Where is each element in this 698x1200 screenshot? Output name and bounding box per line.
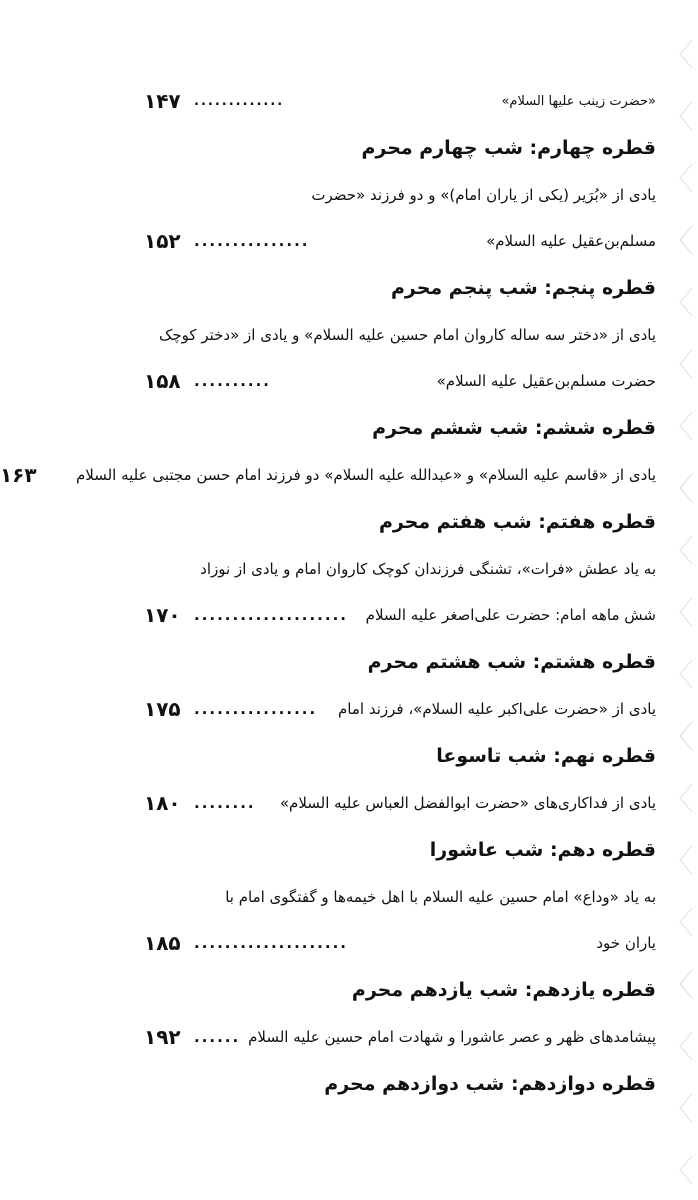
section-heading: قطره چهارم: شب چهارم محرم — [361, 137, 656, 159]
dot-leader: ........ — [194, 794, 256, 812]
page-number: ۱۵۸ — [144, 369, 181, 393]
toc-entry — [144, 78, 656, 124]
toc-entry — [144, 592, 656, 638]
edge-chevron-mark — [680, 536, 692, 564]
edge-chevron-mark — [680, 412, 692, 440]
section-heading: قطره دوازدهم: شب دوازدهم محرم — [324, 1073, 656, 1095]
section-heading: قطره یازدهم: شب یازدهم محرم — [351, 979, 656, 1001]
page-number: ۱۸۰ — [144, 791, 181, 815]
toc-entry — [0, 452, 656, 498]
toc-entry-title: حضرت مسلم‌بن‌عقیل علیه السلام» — [436, 372, 656, 390]
dot-leader: ............. — [194, 93, 285, 109]
page-number: ۱۷۰ — [144, 603, 181, 627]
table-of-contents — [0, 78, 656, 1180]
section-heading: قطره نهم: شب تاسوعا — [436, 745, 656, 767]
edge-chevron-mark — [680, 350, 692, 378]
dot-leader: .................... — [194, 934, 348, 952]
edge-chevron-mark — [680, 970, 692, 998]
page-number: ۱۸۵ — [144, 931, 181, 955]
toc-text-line: یادی از «دختر سه ساله کاروان امام حسین علیه السلام» و یادی از «دختر کوچک — [158, 326, 656, 344]
edge-chevron-mark — [680, 846, 692, 874]
edge-chevron-mark — [680, 164, 692, 192]
dot-leader: ...... — [194, 1028, 241, 1046]
edge-chevron-mark — [680, 660, 692, 688]
edge-chevron-mark — [680, 1032, 692, 1060]
edge-chevron-mark — [680, 722, 692, 750]
edge-chevron-mark — [680, 288, 692, 316]
page-number: ۱۷۵ — [144, 697, 181, 721]
dot-leader: ............... — [194, 232, 310, 250]
section-heading: قطره پنجم: شب پنجم محرم — [390, 277, 656, 299]
dot-leader: .................... — [194, 606, 348, 624]
edge-chevron-mark — [680, 784, 692, 812]
edge-chevron-mark — [680, 226, 692, 254]
edge-chevron-mark — [680, 1156, 692, 1184]
page-number: ۱۶۳ — [0, 463, 37, 487]
toc-entry — [144, 920, 656, 966]
edge-chevron-mark — [680, 598, 692, 626]
toc-entry-title: یادی از «حضرت علی‌اکبر علیه السلام»، فرزند امام — [338, 700, 656, 718]
toc-entry — [144, 358, 656, 404]
dot-leader: ................ — [194, 700, 318, 718]
toc-entry-title: شش ماهه امام: حضرت علی‌اصغر علیه السلام — [365, 606, 656, 624]
section-heading: قطره ششم: شب ششم محرم — [372, 417, 656, 439]
dot-leader: .......... — [194, 372, 271, 390]
section-heading: قطره هفتم: شب هفتم محرم — [378, 511, 656, 533]
toc-text-line: به یاد عطش «فرات»، تشنگی فرزندان کوچک کاروان امام و یادی از نوزاد — [200, 560, 656, 578]
toc-entry-title: یادی از فداکاری‌های «حضرت ابوالفضل العباس علیه السلام» — [279, 794, 656, 812]
page-number: ۱۵۲ — [144, 229, 181, 253]
section-heading: قطره دهم: شب عاشورا — [429, 839, 656, 861]
edge-chevron-mark — [680, 908, 692, 936]
toc-entry-title: یادی از «قاسم علیه السلام» و «عبدالله علیه السلام» دو فرزند امام حسن مجتبی علیه السلام — [75, 466, 656, 484]
page-number: ۱۴۷ — [144, 89, 181, 113]
toc-text-line: به یاد «وداع» امام حسین علیه السلام با اهل خیمه‌ها و گفتگوی امام با — [225, 888, 656, 906]
section-heading: قطره هشتم: شب هشتم محرم — [367, 651, 656, 673]
edge-chevron-mark — [680, 1094, 692, 1122]
toc-entry-title: پیشامدهای ظهر و عصر عاشورا و شهادت امام حسین علیه السلام — [248, 1028, 656, 1046]
toc-entry — [144, 780, 656, 826]
toc-entry-title: یاران خود — [596, 934, 656, 952]
page-number: ۱۹۲ — [144, 1025, 181, 1049]
toc-entry — [144, 1014, 656, 1060]
toc-entry — [144, 218, 656, 264]
page-edge-decoration — [670, 0, 698, 1200]
edge-chevron-mark — [680, 474, 692, 502]
toc-entry-title: مسلم‌بن‌عقیل علیه السلام» — [486, 232, 656, 250]
edge-chevron-mark — [680, 40, 692, 68]
edge-chevron-mark — [680, 102, 692, 130]
toc-text-line: یادی از «بُرَیر (یکی از یاران امام)» و دو فرزند «حضرت — [311, 186, 656, 204]
toc-entry-title: «حضرت زینب علیها السلام» — [501, 93, 656, 109]
toc-entry — [144, 686, 656, 732]
